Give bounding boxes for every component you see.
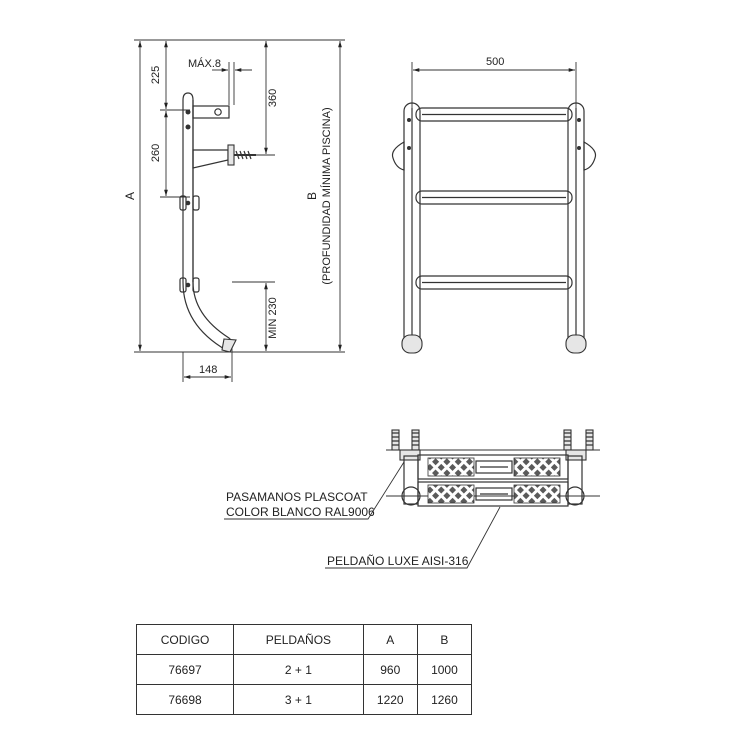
top-step-plate-2 <box>418 482 568 506</box>
dim-depth-label: (PROFUNDIDAD MÍNIMA PISCINA) <box>321 107 333 285</box>
front-step-1 <box>416 108 572 121</box>
cell-peldanos: 2 + 1 <box>234 655 364 685</box>
spec-table <box>136 624 472 715</box>
callout-step-text: PELDAÑO LUXE AISI-316 <box>327 554 469 568</box>
side-view <box>123 40 345 382</box>
cell-a: 1220 <box>363 685 417 715</box>
front-view <box>392 56 595 353</box>
cell-b: 1000 <box>417 655 471 685</box>
dim-B-label: B <box>305 191 319 201</box>
dim-360-label: 360 <box>267 88 279 108</box>
cell-b: 1260 <box>417 685 471 715</box>
table-row <box>137 655 472 685</box>
callout-handrail-line2: COLOR BLANCO RAL9006 <box>226 505 375 519</box>
cell-codigo: 76697 <box>137 655 234 685</box>
callout-handrail <box>224 462 404 519</box>
front-step-2 <box>416 191 572 204</box>
col-codigo: CODIGO <box>137 625 234 655</box>
col-b: B <box>417 625 471 655</box>
front-step-3 <box>416 276 572 289</box>
dim-500-label: 500 <box>486 56 505 68</box>
cell-codigo: 76698 <box>137 685 234 715</box>
cell-peldanos: 3 + 1 <box>234 685 364 715</box>
cell-a: 960 <box>363 655 417 685</box>
dim-A-label: A <box>123 191 137 201</box>
table-header-row <box>137 625 472 655</box>
front-right-rail <box>566 103 586 353</box>
front-left-rail <box>402 103 422 353</box>
callout-handrail-line1: PASAMANOS PLASCOAT <box>226 490 368 504</box>
ladder-side-profile <box>180 93 256 352</box>
dim-225-label: 225 <box>150 65 162 85</box>
col-a: A <box>363 625 417 655</box>
dim-min230-label: MIN 230 <box>267 297 279 339</box>
top-view <box>224 430 600 568</box>
dim-max8-label: MÁX.8 <box>188 58 222 70</box>
dim-260-label: 260 <box>150 143 162 163</box>
col-peldanos: PELDAÑOS <box>234 625 364 655</box>
dim-148-label: 148 <box>199 364 218 376</box>
table-row <box>137 685 472 715</box>
top-step-plate-1 <box>418 455 568 479</box>
anchor-bolts <box>392 430 593 450</box>
